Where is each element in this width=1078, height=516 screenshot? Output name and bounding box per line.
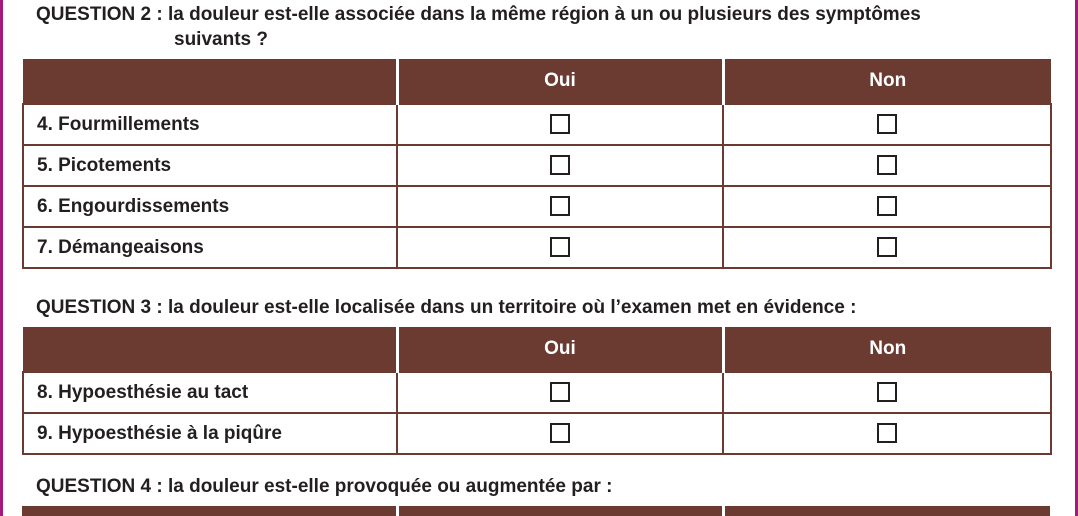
row-label-demangeaisons: 7. Démangeaisons	[23, 227, 397, 268]
checkbox-fourmillements-oui[interactable]	[550, 114, 570, 134]
question-2-table	[22, 59, 1052, 269]
table-row	[23, 186, 1051, 227]
column-header-exam	[23, 327, 397, 372]
column-header-non: Non	[723, 327, 1051, 372]
table-row	[23, 227, 1051, 268]
checkbox-picotements-non[interactable]	[877, 155, 897, 175]
row-label-engourdissements: 6. Engourdissements	[23, 186, 397, 227]
table-row	[23, 372, 1051, 413]
question-3-table	[22, 327, 1052, 455]
column-header-symptom	[23, 59, 397, 104]
checkbox-picotements-oui[interactable]	[550, 155, 570, 175]
checkbox-engourdissements-oui[interactable]	[550, 196, 570, 216]
checkbox-hypoesthesie-piqure-non[interactable]	[877, 423, 897, 443]
checkbox-hypoesthesie-tact-non[interactable]	[877, 382, 897, 402]
table-row	[23, 145, 1051, 186]
question-4-title: QUESTION 4 : la douleur est-elle provoquée ou augmentée par :	[36, 476, 613, 497]
table-row	[23, 104, 1051, 145]
row-label-hypoesthesie-tact: 8. Hypoesthésie au tact	[23, 372, 397, 413]
checkbox-fourmillements-non[interactable]	[877, 114, 897, 134]
question-4-table-header	[22, 506, 1050, 516]
table-header-row	[23, 327, 1051, 372]
checkbox-hypoesthesie-tact-oui[interactable]	[550, 382, 570, 402]
checkbox-engourdissements-non[interactable]	[877, 196, 897, 216]
row-label-fourmillements: 4. Fourmillements	[23, 104, 397, 145]
page-border-left	[0, 0, 3, 516]
question-2-line2: suivants ?	[174, 29, 268, 50]
column-header-oui: Oui	[397, 59, 723, 104]
question-3-title: QUESTION 3 : la douleur est-elle localisée dans un territoire où l’examen met en évidence :	[36, 297, 857, 318]
checkbox-demangeaisons-non[interactable]	[877, 237, 897, 257]
question-2-title	[36, 2, 921, 52]
column-separator	[722, 506, 725, 516]
checkbox-demangeaisons-oui[interactable]	[550, 237, 570, 257]
table-header-row	[23, 59, 1051, 104]
row-label-hypoesthesie-piqure: 9. Hypoesthésie à la piqûre	[23, 413, 397, 454]
question-2-line1: QUESTION 2 : la douleur est-elle associée dans la même région à un ou plusieurs des symptômes	[36, 4, 921, 25]
row-label-picotements: 5. Picotements	[23, 145, 397, 186]
table-row	[23, 413, 1051, 454]
checkbox-hypoesthesie-piqure-oui[interactable]	[550, 423, 570, 443]
column-separator	[396, 506, 399, 516]
column-header-non: Non	[723, 59, 1051, 104]
column-header-oui: Oui	[397, 327, 723, 372]
